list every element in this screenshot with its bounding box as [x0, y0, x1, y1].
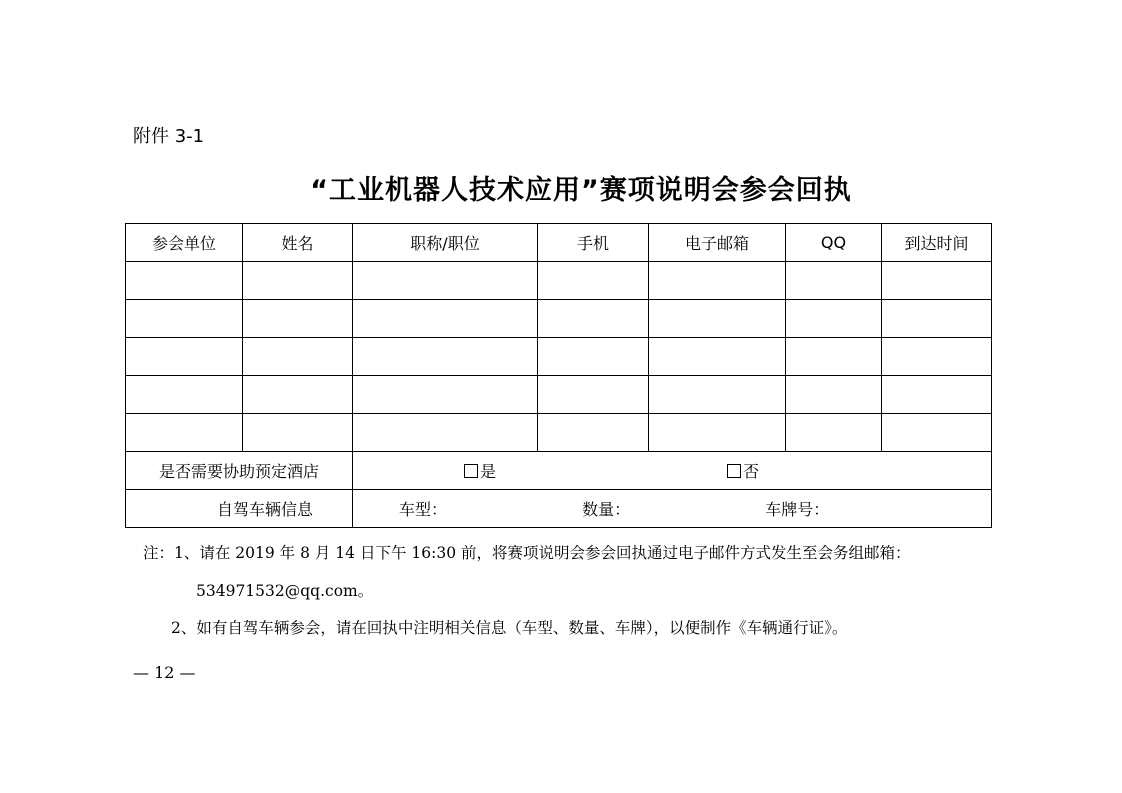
- table-cell[interactable]: [882, 262, 992, 300]
- page-number: — 12 —: [133, 663, 196, 682]
- table-cell[interactable]: [243, 300, 353, 338]
- table-cell[interactable]: [126, 338, 243, 376]
- car-model-label: 车型：: [399, 500, 448, 519]
- car-quantity-label: 数量：: [582, 500, 631, 519]
- table-cell[interactable]: [126, 262, 243, 300]
- table-cell[interactable]: [353, 262, 538, 300]
- table-cell[interactable]: [882, 338, 992, 376]
- header-qq: QQ: [786, 224, 882, 262]
- note-1: 注：1、请在 2019 年 8 月 14 日下午 16:30 前，将赛项说明会参会回执通过电子邮件方式发生至会务组邮箱：: [143, 544, 911, 562]
- table-cell[interactable]: [538, 414, 649, 452]
- header-unit: 参会单位: [126, 224, 243, 262]
- header-name: 姓名: [243, 224, 353, 262]
- checkbox-icon[interactable]: [727, 464, 741, 478]
- checkbox-icon[interactable]: [464, 464, 478, 478]
- table-cell[interactable]: [353, 300, 538, 338]
- table-cell[interactable]: [126, 414, 243, 452]
- table-cell[interactable]: [353, 338, 538, 376]
- note-1-email: 534971532@qq.com。: [196, 582, 374, 600]
- table-cell[interactable]: [243, 262, 353, 300]
- table-cell[interactable]: [786, 262, 882, 300]
- hotel-option-yes[interactable]: [464, 459, 496, 482]
- table-cell[interactable]: [243, 414, 353, 452]
- table-cell[interactable]: [882, 414, 992, 452]
- car-label: 自驾车辆信息: [126, 490, 353, 528]
- table-cell[interactable]: [649, 262, 786, 300]
- table-cell[interactable]: [882, 376, 992, 414]
- car-row: [126, 490, 992, 528]
- hotel-options: [353, 452, 992, 490]
- car-info[interactable]: [353, 490, 992, 528]
- table-cell[interactable]: [126, 376, 243, 414]
- registration-table: [125, 223, 992, 528]
- table-cell[interactable]: [786, 376, 882, 414]
- table-cell[interactable]: [538, 376, 649, 414]
- table-cell[interactable]: [538, 300, 649, 338]
- table-cell[interactable]: [243, 338, 353, 376]
- table-cell[interactable]: [786, 300, 882, 338]
- header-arrival-time: 到达时间: [882, 224, 992, 262]
- table-row: [126, 300, 992, 338]
- hotel-option-no-label: 否: [743, 462, 760, 481]
- table-cell[interactable]: [353, 376, 538, 414]
- hotel-label: 是否需要协助预定酒店: [126, 452, 353, 490]
- table-cell[interactable]: [353, 414, 538, 452]
- table-row: [126, 262, 992, 300]
- car-plate-label: 车牌号：: [765, 500, 830, 519]
- table-row: [126, 414, 992, 452]
- attachment-label: 附件 3-1: [133, 126, 205, 147]
- table-cell[interactable]: [538, 338, 649, 376]
- table-cell[interactable]: [786, 338, 882, 376]
- table-cell[interactable]: [649, 376, 786, 414]
- hotel-option-no[interactable]: [727, 459, 759, 482]
- header-title: 职称/职位: [353, 224, 538, 262]
- table-cell[interactable]: [126, 300, 243, 338]
- hotel-option-yes-label: 是: [480, 462, 497, 481]
- header-email: 电子邮箱: [649, 224, 786, 262]
- table-cell[interactable]: [882, 300, 992, 338]
- table-cell[interactable]: [649, 300, 786, 338]
- table-cell[interactable]: [538, 262, 649, 300]
- table-cell[interactable]: [649, 414, 786, 452]
- note-2: 2、如有自驾车辆参会，请在回执中注明相关信息（车型、数量、车牌），以便制作《车辆通行证》。: [171, 619, 848, 637]
- page-title: “工业机器人技术应用”赛项说明会参会回执: [310, 175, 852, 206]
- table-header-row: [126, 224, 992, 262]
- table-row: [126, 338, 992, 376]
- header-phone: 手机: [538, 224, 649, 262]
- table-row: [126, 376, 992, 414]
- table-cell[interactable]: [786, 414, 882, 452]
- table-cell[interactable]: [243, 376, 353, 414]
- hotel-row: [126, 452, 992, 490]
- table-cell[interactable]: [649, 338, 786, 376]
